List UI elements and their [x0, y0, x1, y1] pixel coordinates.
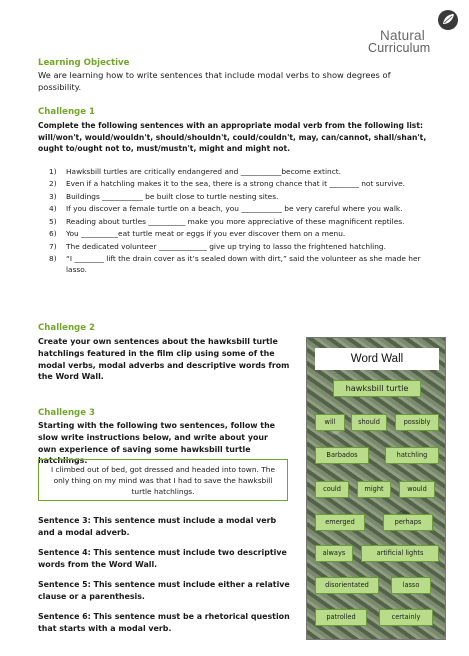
word-tag-would: would: [399, 481, 435, 498]
leaf-logo-icon: [436, 8, 460, 32]
list-item: 3) Buildings ___________ be built close to turtle nesting sites.: [49, 191, 279, 201]
instruction-line: will/won't, would/wouldn't, should/shouldn't, could/couldn't, may, can/cannot, shall/shan't,: [38, 132, 427, 142]
list-item: 1) Hawksbill turtles are critically endangered and ___________become extinct.: [49, 167, 342, 176]
word-tag-lasso: lasso: [391, 577, 431, 594]
word-tag-barbados: Barbados: [315, 447, 369, 464]
list-item: 5) Reading about turtles __________ make you more appreciative of these magnificent reptiles.: [49, 216, 405, 226]
list-item: 7) The dedicated volunteer _____________ give up trying to lasso the frightened hatchling.: [49, 241, 386, 251]
list-item: 6) You __________eat turtle meat or eggs if you ever discover them on a menu.: [49, 229, 346, 239]
word-wall-title: Word Wall: [315, 348, 439, 370]
sentence-4-instruction: Sentence 4: This sentence must include two descriptive words from the Word Wall.: [38, 548, 287, 569]
challenge-2-text: Create your own sentences about the hawksbill turtle hatchlings featured in the film clip using some of the modal verbs, modal adverbs and descriptive words from the Word Wall.: [38, 337, 290, 382]
word-tag-should: should: [351, 414, 387, 431]
word-wall: [306, 337, 446, 640]
word-tag-hawksbill-turtle: hawksbill turtle: [333, 380, 421, 397]
challenge-1-instructions: [38, 120, 430, 155]
challenge-3-text: Starting with the following two sentences, follow the slow write instructions below, and write about your own experience of saving some hawksbill turtle hatchlings.: [38, 421, 276, 466]
word-tag-perhaps: perhaps: [383, 514, 433, 531]
word-tag-possibly: possibly: [395, 414, 439, 431]
sentence-5-instruction: Sentence 5: This sentence must include either a relative clause or a parenthesis.: [38, 580, 290, 601]
challenge-3-heading: Challenge 3: [38, 408, 96, 418]
challenge-1-heading: Challenge 1: [38, 107, 96, 117]
word-tag-might: might: [357, 481, 391, 498]
word-tag-emerged: emerged: [315, 514, 365, 531]
challenge-1-list: [38, 167, 438, 277]
list-item: 8) “I ________ lift the drain cover as it’s sealed down with dirt,” said the volunteer as she made her lasso.: [49, 254, 421, 274]
sentence-6-instruction: Sentence 6: This sentence must be a rhetorical question that starts with a modal verb.: [38, 612, 290, 633]
word-tag-could: could: [315, 481, 349, 498]
word-tag-certainly: certainly: [379, 609, 433, 626]
learning-objective-heading: Learning Objective: [38, 58, 130, 68]
instruction-line: Complete the following sentences with an appropriate modal verb from the following list:: [38, 121, 423, 130]
word-tag-will: will: [315, 414, 345, 431]
logo-word-natural: Natural: [380, 28, 425, 43]
word-tag-disorientated: disorientated: [315, 577, 379, 594]
list-item: 4) If you discover a female turtle on a beach, you ___________ be very careful where you walk.: [49, 204, 403, 214]
word-tag-always: always: [315, 545, 353, 562]
starter-sentences-box: I climbed out of bed, got dressed and headed into town. The only thing on my mind was that I had to save the hawksbill turtle hatchlings.: [38, 459, 288, 501]
challenge-2-heading: Challenge 2: [38, 323, 96, 333]
learning-objective-text: We are learning how to write sentences that include modal verbs to show degrees of possibility.: [38, 70, 391, 92]
word-tag-hatchling: hatchling: [385, 447, 439, 464]
word-tag-patrolled: patrolled: [315, 609, 367, 626]
instruction-line: ought to/ought not to, must/mustn't, might and might not.: [38, 144, 290, 154]
word-tag-artificial-lights: artificial lights: [361, 545, 439, 562]
logo-word-curriculum: Curriculum: [368, 41, 431, 55]
natural-curriculum-logo: [368, 8, 464, 54]
sentence-3-instruction: Sentence 3: This sentence must include a modal verb and a modal adverb.: [38, 516, 277, 537]
list-item: 2) Even if a hatchling makes it to the sea, there is a strong chance that it ________ not survive.: [49, 179, 405, 189]
